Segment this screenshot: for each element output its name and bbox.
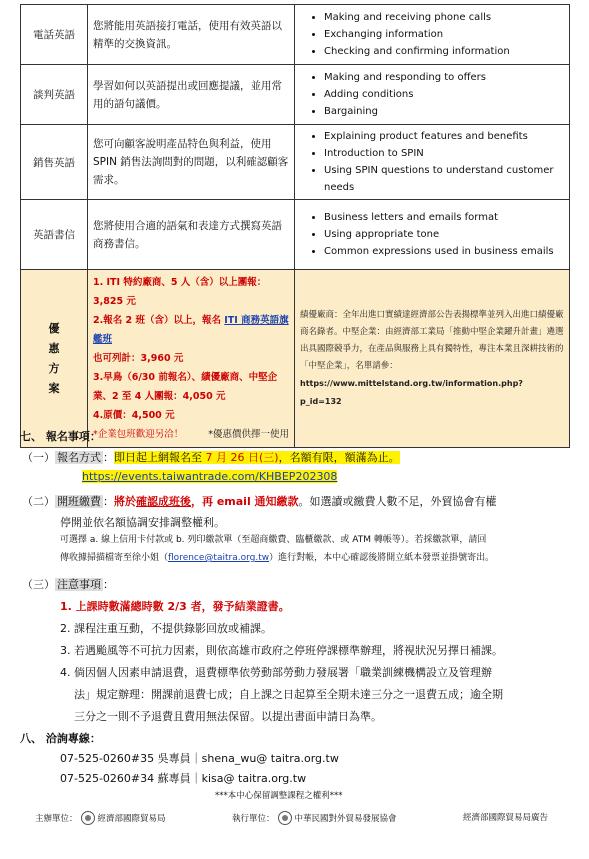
topic-item: • Using SPIN questions to understand customer needs bbox=[324, 162, 564, 196]
fee-option-text: 1. ITI 特約廠商、5 人（含）以上團報： bbox=[93, 277, 267, 288]
fee-remark-text: 績優廠商：全年出進口實績達經濟部公告表揚標準並列入出進口績優廠商名錄者。中堅企業：由經濟部工業局「推動中堅企業躍升計畫」遴選出具國際競爭力，在產品與服務上具有獨特性，專注本業且深耕技術的「中堅企業」，名單請參： bbox=[300, 309, 564, 371]
course-row bbox=[21, 5, 570, 65]
topic-item: • Common expressions used in business emails bbox=[324, 243, 564, 260]
deadline-text: ，名額有限，額滿為止。 bbox=[278, 451, 400, 464]
item-colon: ： bbox=[103, 451, 114, 464]
fee-option bbox=[93, 273, 289, 311]
fee-note: *優惠價供擇一使用 bbox=[208, 429, 289, 440]
contact-line: 07-525-0260#34 蘇專員｜kisa@ taitra.org.tw bbox=[60, 772, 307, 785]
item-colon: ： bbox=[103, 578, 114, 591]
topic-item: • Checking and confirming information bbox=[324, 43, 564, 60]
fee-option-text: 3.早鳥（6/30 前報名）、績優廠商、中堅企業、2 至 4 人團報： bbox=[93, 372, 278, 402]
fee-note: *企業包班歡迎另洽！ bbox=[93, 429, 184, 440]
fee-label-char: 優 bbox=[48, 321, 60, 335]
course-row bbox=[21, 65, 570, 125]
remark-url: https://www.mittelstand.org.tw/information.php?p_id=132 bbox=[300, 378, 523, 406]
payment-detail-text: ）進行對帳，本中心確認後將開立紙本發票並掛號寄出。 bbox=[269, 553, 495, 563]
fee-row bbox=[21, 270, 570, 448]
registration-method bbox=[22, 449, 400, 465]
footer-exec bbox=[232, 811, 397, 825]
flagship-class-link[interactable]: ITI 商務英語旗艦班 bbox=[93, 315, 289, 345]
item-label: 報名方式 bbox=[57, 451, 101, 464]
payment-detail-2 bbox=[60, 552, 494, 565]
module-name: 電話英語 bbox=[21, 5, 88, 65]
section-8-title: 八、 洽詢專線： bbox=[20, 732, 101, 745]
course-table bbox=[20, 4, 570, 448]
module-name: 銷售英語 bbox=[21, 125, 88, 200]
notice-line: 3. 若遇颱風等不可抗力因素，則依高雄市政府之停班停課標準辦理，將視狀況另擇日補課。 bbox=[60, 644, 503, 657]
module-topics bbox=[295, 200, 570, 270]
payment-text: 將於 bbox=[114, 495, 136, 508]
notice-line: 1. 上課時數滿總時數 2/3 者，發予結業證書。 bbox=[60, 600, 290, 613]
topic-item: • Making and responding to offers bbox=[324, 69, 564, 86]
fee-price: 4,050 元 bbox=[182, 391, 226, 402]
florence-email-link[interactable]: florence@taitra.org.tw bbox=[168, 553, 270, 563]
item-label: 注意事項 bbox=[57, 578, 101, 591]
contact-line: 07-525-0260#35 吳專員｜shena_wu@ taitra.org.tw bbox=[60, 752, 339, 765]
course-table-wrap bbox=[20, 4, 570, 448]
payment-detail-1: 可選擇 a. 線上信用卡付款或 b. 列印繳款單（至超商繳費、臨櫃繳款、或 ATM 轉帳等）。若採繳款單，請回 bbox=[60, 535, 487, 545]
module-topics bbox=[295, 65, 570, 125]
fee-options bbox=[88, 270, 295, 448]
item-colon: ： bbox=[103, 495, 114, 508]
module-desc: 學習如何以英語提出或回應提議，並用常用的語句議價。 bbox=[88, 65, 295, 125]
deadline-highlight bbox=[114, 451, 400, 464]
course-row bbox=[21, 125, 570, 200]
topic-item: • Exchanging information bbox=[324, 26, 564, 43]
reserve-note: ***本中心保留調整課程之權利*** bbox=[215, 791, 343, 801]
item-number: （一） bbox=[22, 451, 55, 464]
fee-price: 3,825 元 bbox=[93, 296, 136, 307]
fee-notes bbox=[93, 425, 289, 444]
fee-option bbox=[93, 311, 289, 368]
item-number: （二） bbox=[22, 495, 55, 508]
notice-line: 法」規定辦理：開課前退費七成；自上課之日起算至全期未達三分之一退費五成；逾全期 bbox=[74, 688, 503, 701]
module-name: 談判英語 bbox=[21, 65, 88, 125]
fee-price: 3,960 元 bbox=[140, 353, 184, 364]
payment-detail-text: 傳收據掃描檔寄至徐小姐（ bbox=[60, 553, 169, 563]
taitra-logo-icon bbox=[278, 811, 292, 825]
footer-org: 中華民國對外貿易發展協會 bbox=[294, 814, 397, 824]
fee-option-text: 4.原價： bbox=[93, 410, 132, 421]
payment-text: 。如選讀或繳費人數不足，外貿協會有權 bbox=[298, 495, 497, 508]
footer-label: 主辦單位： bbox=[35, 814, 78, 824]
footer-label: 執行單位： bbox=[232, 814, 275, 824]
payment-item bbox=[22, 493, 497, 509]
fee-label bbox=[21, 270, 88, 448]
payment-cont: 停開並依名額協調安排調整權利。 bbox=[60, 516, 225, 529]
topic-item: • Explaining product features and benefits bbox=[324, 128, 564, 145]
registration-link[interactable]: https://events.taiwantrade.com/KHBEP202308 bbox=[82, 470, 338, 483]
module-desc: 您將能用英語接打電話，使用有效英語以精準的交換資訊。 bbox=[88, 5, 295, 65]
topic-item: • Introduction to SPIN bbox=[324, 145, 564, 162]
notice-line: 4. 倘因個人因素申請退費，退費標準依勞動部勞動力發展署「職業訓練機構設立及管理辦 bbox=[60, 666, 492, 679]
topic-item: • Bargaining bbox=[324, 103, 564, 120]
footer-org: 經濟部國際貿易局 bbox=[97, 814, 166, 824]
fee-option-text: 也可列計： bbox=[93, 353, 141, 364]
notice-item bbox=[22, 576, 114, 592]
notice-line: 三分之一則不予退費且費用無法保留。以提出書面申請日為準。 bbox=[74, 710, 382, 723]
payment-text: ，再 email 通知繳款 bbox=[191, 495, 299, 508]
fee-option bbox=[93, 406, 289, 425]
course-row bbox=[21, 200, 570, 270]
module-desc: 您將使用合適的語氣和表達方式撰寫英語商務書信。 bbox=[88, 200, 295, 270]
registration-url-line bbox=[82, 470, 337, 483]
footer-ad: 經濟部國際貿易局廣告 bbox=[463, 813, 549, 823]
module-name: 英語書信 bbox=[21, 200, 88, 270]
payment-text: 確認成班後 bbox=[136, 495, 191, 508]
topic-item: • Using appropriate tone bbox=[324, 226, 564, 243]
topic-item: • Adding conditions bbox=[324, 86, 564, 103]
fee-remark bbox=[295, 270, 570, 448]
notice-line: 2. 課程注重互動，不提供錄影回放或補課。 bbox=[60, 622, 272, 635]
section-7-title: 七、 報名事項： bbox=[20, 430, 101, 443]
module-topics bbox=[295, 5, 570, 65]
fee-label-char: 惠 bbox=[48, 341, 60, 355]
fee-option-text: 2.報名 2 班（含）以上，報名 bbox=[93, 315, 225, 326]
topic-item: • Business letters and emails format bbox=[324, 209, 564, 226]
fee-price: 4,500 元 bbox=[131, 410, 175, 421]
footer-host bbox=[35, 811, 166, 825]
topic-item: • Making and receiving phone calls bbox=[324, 9, 564, 26]
fee-label-char: 方 bbox=[48, 361, 60, 375]
fee-label-char: 案 bbox=[48, 381, 60, 395]
bofti-logo-icon bbox=[81, 811, 95, 825]
item-label: 開班繳費 bbox=[57, 495, 101, 508]
deadline-date: 7 月 26 日(三) bbox=[205, 451, 279, 464]
deadline-text: 即日起上網報名至 bbox=[114, 451, 206, 464]
fee-option bbox=[93, 368, 289, 406]
module-topics bbox=[295, 125, 570, 200]
module-desc: 您可向顧客說明產品特色與利益，使用 SPIN 銷售法詢問對的問題，以利確認顧客需求。 bbox=[88, 125, 295, 200]
item-number: （三） bbox=[22, 578, 55, 591]
